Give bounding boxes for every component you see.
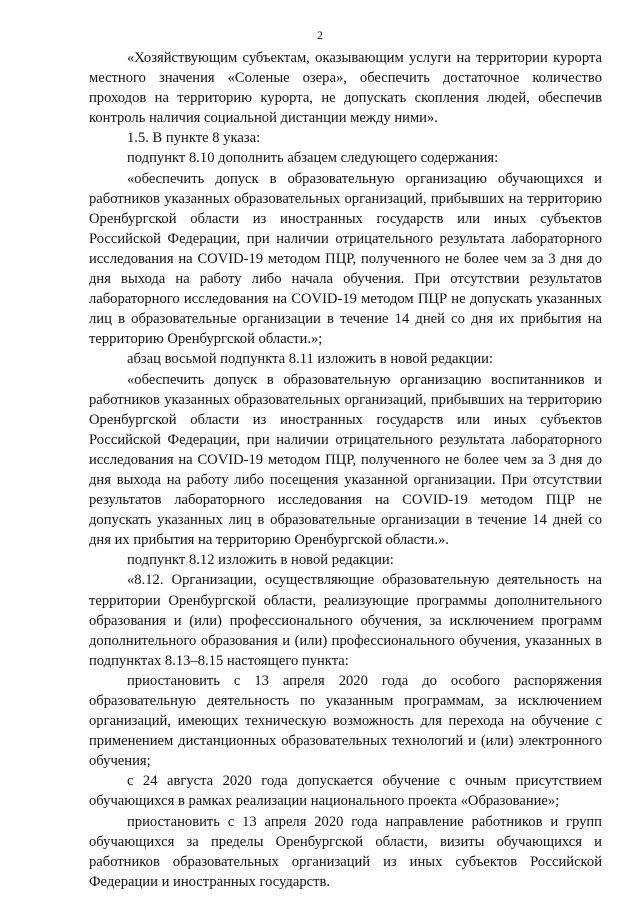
- paragraph-august-24: с 24 августа 2020 года допускается обучение с очным присутствием обучающихся в рамках реализации национального проекта «Образование»;: [89, 773, 602, 810]
- paragraph-subitem-8-12: подпункт 8.12 изложить в новой редакции:: [127, 552, 394, 569]
- paragraph-8-12-text: «8.12. Организации, осуществляющие образовательную деятельность на территории Оренбургской области, реализующие программы дополнительного образования и (или) профессионального обучения, за исключением программ дополнительного образования и (или) профессионального обучения, указанных в подпунктах 8.13–8.15 настоящего пункта:: [89, 572, 602, 669]
- document-body: [89, 48, 602, 892]
- paragraph-8-10-text: «обеспечить допуск в образовательную организацию обучающихся и работников указанных образовательных организаций, прибывших на территорию Оренбургской области из иностранных государств или иных субъектов Российской Федерации, при наличии отрицательного результата лабораторного исследования на COVID-19 методом ПЦР, полученного не более чем за 3 дня до дня выхода на работу либо начала обучения. При отсутствии результатов лабораторного исследования на COVID-19 методом ПЦР не допускать указанных лиц в образовательные организации в течение 14 дней со дня их прибытия на территорию Оренбургской области.»;: [89, 170, 602, 348]
- paragraph-8-11-text: «обеспечить допуск в образовательную организацию воспитанников и работников указанных образовательных организаций, прибывших на территорию Оренбургской области из иностранных государств или иных субъектов Российской Федерации, при наличии отрицательного результата лабораторного исследования на COVID-19 методом ПЦР, полученного не более чем за 3 дня до дня выхода на работу либо посещения указанной организации. При отсутствии результатов лабораторного исследования на COVID-19 методом ПЦР не допускать указанных лиц в образовательные организации в течение 14 дней со дня их прибытия на территорию Оренбургской области.».: [89, 371, 602, 549]
- paragraph-resort-services: «Хозяйствующим субъектам, оказывающим услуги на территории курорта местного значения «Соленые озера», обеспечить достаточное количество проходов на территорию курорта, не допускать скопления людей, обеспечив контроль наличия социальной дистанции между ними».: [89, 50, 602, 127]
- paragraph-subitem-8-10: подпункт 8.10 дополнить абзацем следующего содержания:: [127, 150, 499, 167]
- paragraph-subitem-8-11: абзац восьмой подпункта 8.11 изложить в новой редакции:: [127, 351, 494, 368]
- page-number: 2: [317, 28, 323, 42]
- paragraph-item-1-5: 1.5. В пункте 8 указа:: [127, 130, 261, 147]
- paragraph-suspend-activity: приостановить с 13 апреля 2020 года до особого распоряжения образовательную деятельность по указанным программам, за исключением организаций, имеющих техническую возможность для перехода на обучение с применением дистанционных образовательных технологий и (или) электронного обучения;: [89, 672, 602, 770]
- paragraph-suspend-trips: приостановить с 13 апреля 2020 года направление работников и групп обучающихся за пределы Оренбургской области, визиты обучающихся и работников образовательных организаций из иных субъектов Российской Федерации и иностранных государств.: [89, 813, 602, 890]
